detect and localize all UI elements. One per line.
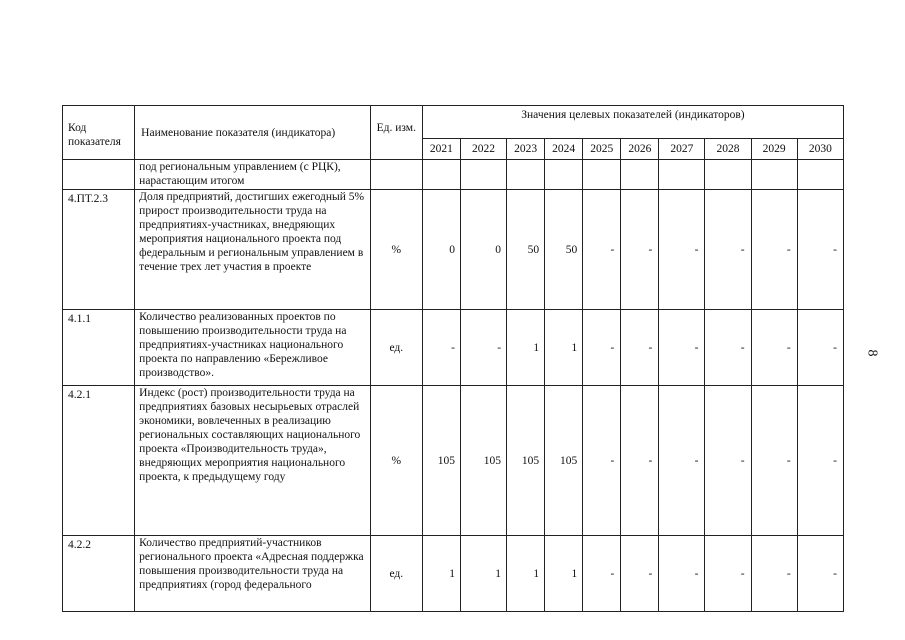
row-value: 1 (460, 536, 506, 612)
row-value: - (583, 386, 621, 536)
row-value (422, 160, 460, 190)
row-value (507, 160, 545, 190)
row-value: 0 (460, 190, 506, 310)
row-unit: % (370, 190, 422, 310)
row-code: 4.2.2 (63, 536, 135, 612)
row-value: 50 (545, 190, 583, 310)
row-value (659, 160, 705, 190)
row-value: 1 (422, 536, 460, 612)
row-value: - (797, 190, 843, 310)
header-year: 2028 (705, 139, 751, 160)
row-value: - (705, 536, 751, 612)
row-value: - (583, 310, 621, 386)
row-value: 50 (507, 190, 545, 310)
row-name: Количество предприятий-участников регионального проекта «Адресная поддержка повышения производительности труда на предприятиях (город федерального (135, 536, 371, 612)
row-value (621, 160, 659, 190)
header-values-title: Значения целевых показателей (индикаторов) (422, 106, 843, 139)
row-value: - (751, 536, 797, 612)
row-value: 105 (507, 386, 545, 536)
row-name: под региональным управлением (с РЦК), нарастающим итогом (135, 160, 371, 190)
header-year: 2026 (621, 139, 659, 160)
row-value: - (460, 310, 506, 386)
row-unit: % (370, 386, 422, 536)
header-name: Наименование показателя (индикатора) (135, 106, 371, 160)
table-row (63, 386, 844, 536)
row-name: Количество реализованных проектов по повышению производительности труда на предприятиях-участниках национального проекта по направлению «Бережливое производство». (135, 310, 371, 386)
row-value (460, 160, 506, 190)
row-value: - (659, 310, 705, 386)
table-row (63, 160, 844, 190)
header-unit: Ед. изм. (370, 106, 422, 160)
indicators-table (62, 105, 844, 612)
row-unit: ед. (370, 536, 422, 612)
row-value: - (659, 536, 705, 612)
header-year: 2024 (545, 139, 583, 160)
row-value: 1 (507, 310, 545, 386)
row-value: 0 (422, 190, 460, 310)
table-row (63, 536, 844, 612)
page-number: 8 (864, 349, 880, 357)
header-row-1 (63, 106, 844, 139)
row-value (545, 160, 583, 190)
row-value (797, 160, 843, 190)
row-value: - (621, 310, 659, 386)
row-value: - (797, 536, 843, 612)
row-value: - (797, 310, 843, 386)
row-unit (370, 160, 422, 190)
row-value: 1 (507, 536, 545, 612)
row-code: 4.ПТ.2.3 (63, 190, 135, 310)
header-year: 2022 (460, 139, 506, 160)
row-value: 1 (545, 310, 583, 386)
row-value (751, 160, 797, 190)
row-value: - (422, 310, 460, 386)
header-year: 2029 (751, 139, 797, 160)
row-value: - (751, 386, 797, 536)
row-code: 4.2.1 (63, 386, 135, 536)
header-year: 2025 (583, 139, 621, 160)
row-value: - (659, 190, 705, 310)
table-row (63, 190, 844, 310)
row-value: 1 (545, 536, 583, 612)
header-year: 2030 (797, 139, 843, 160)
header-year: 2021 (422, 139, 460, 160)
row-value: - (621, 190, 659, 310)
row-value: - (751, 190, 797, 310)
row-code: 4.1.1 (63, 310, 135, 386)
row-value: 105 (545, 386, 583, 536)
row-value: - (659, 386, 705, 536)
row-value: - (705, 386, 751, 536)
row-value (705, 160, 751, 190)
table-row (63, 310, 844, 386)
row-value: - (797, 386, 843, 536)
row-value (583, 160, 621, 190)
row-value: - (751, 310, 797, 386)
header-year: 2023 (507, 139, 545, 160)
row-value: - (621, 386, 659, 536)
row-name: Доля предприятий, достигших ежегодный 5% прирост производительности труда на предприятиях-участниках, внедряющих мероприятия национального проекта под федеральным и региональным управлением в течение трех лет участия в проекте (135, 190, 371, 310)
row-value: - (583, 190, 621, 310)
row-value: - (705, 190, 751, 310)
header-code: Код показателя (63, 106, 135, 160)
row-value: - (705, 310, 751, 386)
row-value: 105 (460, 386, 506, 536)
row-value: - (621, 536, 659, 612)
row-unit: ед. (370, 310, 422, 386)
row-value: - (583, 536, 621, 612)
row-value: 105 (422, 386, 460, 536)
header-year: 2027 (659, 139, 705, 160)
row-name: Индекс (рост) производительности труда на предприятиях базовых несырьевых отраслей экономики, вовлеченных в реализацию региональных составляющих национального проекта «Производительность труда», внедряющих мероприятия национального проекта, к предыдущему году (135, 386, 371, 536)
row-code (63, 160, 135, 190)
